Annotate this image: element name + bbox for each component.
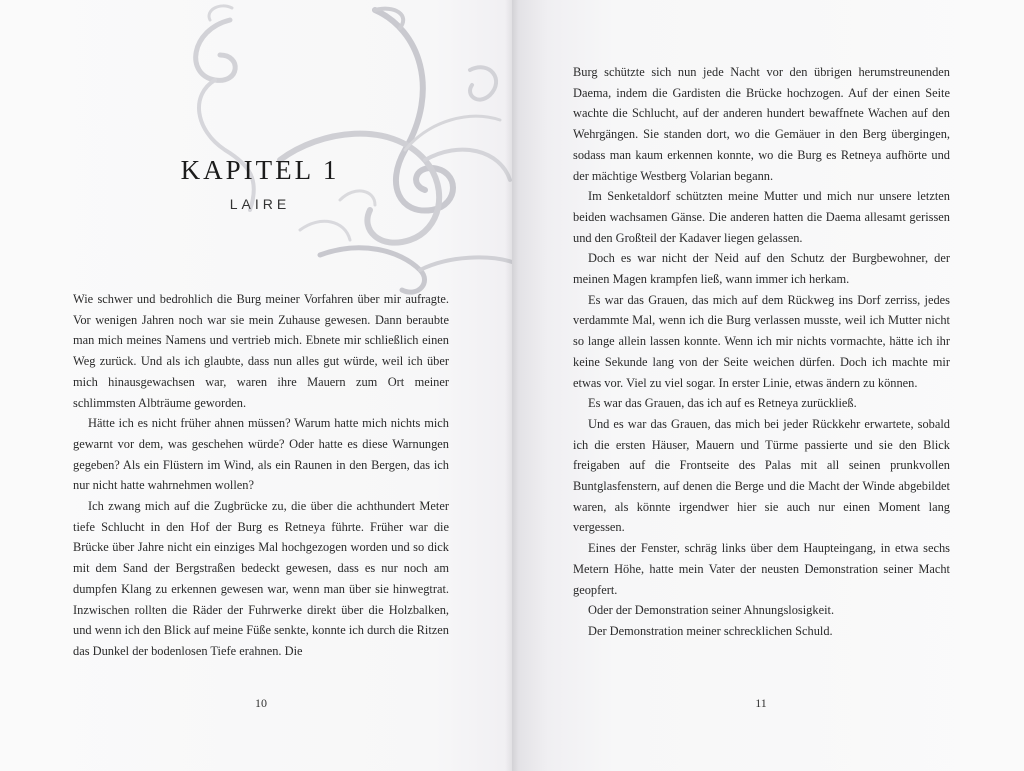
- paragraph: Doch es war nicht der Neid auf den Schutz der Burgbewohner, der meinen Magen krampfen ließ, wann immer ich herkam.: [573, 251, 950, 287]
- paragraph: Oder der Demonstration seiner Ahnungslosigkeit.: [588, 603, 835, 618]
- paragraph: Und es war das Grauen, das mich bei jeder Rückkehr erwartete, sobald ich die ersten Häuser, Mauern und Türme passierte und sie den Blick freigaben auf die Frontseite des Palas mit all seinen prunkvollen Buntglasfenstern, auf denen die Berge und die Macht der Winde abgebildet waren, als könnte irgendwer hier sie auch nur einen Moment lang vergessen.: [573, 416, 950, 535]
- right-page: [512, 0, 1024, 771]
- paragraph: Der Demonstration meiner schrecklichen Schuld.: [588, 623, 833, 638]
- page-number-right: 11: [755, 696, 767, 710]
- paragraph: Wie schwer und bedrohlich die Burg meiner Vorfahren über mir aufragte. Vor wenigen Jahren noch war sie mein Zuhause gewesen. Dann beraubte man mich meines Namens und vertrieb mich. Ebnete mir schließlich einen Weg zurück. Und als ich glaubte, dass nun alles gut würde, weil ich über mich hinausgewachsen war, waren ihre Mauern zum Ort meiner schlimmsten Albträume geworden.: [73, 292, 449, 410]
- right-body-text: [573, 62, 950, 642]
- page-number-left: 10: [255, 696, 267, 710]
- paragraph: Burg schützte sich nun jede Nacht vor den übrigen herumstreunenden Daema, indem die Gardisten die Brücke hochzogen. Auf der einen Seite wachte die Schlucht, auf der anderen hundert bewaffnete Wachen auf den Wehrgängen. Sie standen dort, wo die Gemäuer in den Berg übergingen, sodass man kaum erkennen konnte, wo die Burg es Retneya aufhörte und der mächtige Westberg Volarian begann.: [573, 65, 950, 183]
- left-body-text: [73, 289, 449, 662]
- flourish-ornament: [170, 0, 512, 300]
- paragraph: Eines der Fenster, schräg links über dem Haupteingang, in etwa sechs Metern Höhe, hatte mein Vater der neusten Demonstration seiner Macht geopfert.: [573, 541, 950, 597]
- paragraph: Ich zwang mich auf die Zugbrücke zu, die über die achthundert Meter tiefe Schlucht in den Hof der Burg es Retneya führte. Früher war die Brücke über Jahre nicht ein einziges Mal hochgezogen worden und so dick mit dem Sand der Bergstraßen bedeckt gewesen, dass es nur noch am dumpfen Klang zu erkennen gewesen war, wenn man über sie hinwegtrat. Inzwischen rollten die Räder der Fuhrwerke direkt über die Holzbalken, und wenn ich den Blick auf meine Füße senkte, konnte ich durch die Ritzen das Dunkel der bodenlosen Tiefe erahnen. Die: [73, 499, 449, 658]
- chapter-title: KAPITEL 1: [180, 155, 340, 185]
- paragraph: Im Senketaldorf schützten meine Mutter und mich nur unsere letzten beiden wachsamen Gänse. Die anderen hatten die Daema allesamt gerissen und den Großteil der Kadaver liegen gelassen.: [573, 189, 950, 245]
- chapter-subtitle: LAIRE: [229, 196, 291, 212]
- chapter-heading: [160, 155, 360, 212]
- paragraph: Es war das Grauen, das ich auf es Retneya zurückließ.: [588, 396, 857, 411]
- paragraph: Es war das Grauen, das mich auf dem Rückweg ins Dorf zerriss, jedes verdammte Mal, wenn ich die Burg verlassen musste, weil ich Mutter nicht so lange allein lassen konnte. Wenn ich mir nichts vormachte, hätte ich ihr keine Sekunde lang von der Seite weichen dürfen. Doch ich machte mir etwas vor. Viel zu viel sogar. In erster Linie, etwas ändern zu können.: [573, 292, 950, 390]
- paragraph: Hätte ich es nicht früher ahnen müssen? Warum hatte mich nichts mich gewarnt vor dem, was geschehen würde? Oder hatte es diese Warnungen gegeben? Als ein Flüstern im Wind, als ein Raunen in den Bergen, das ich nur nicht hatte wahrnehmen wollen?: [73, 416, 449, 493]
